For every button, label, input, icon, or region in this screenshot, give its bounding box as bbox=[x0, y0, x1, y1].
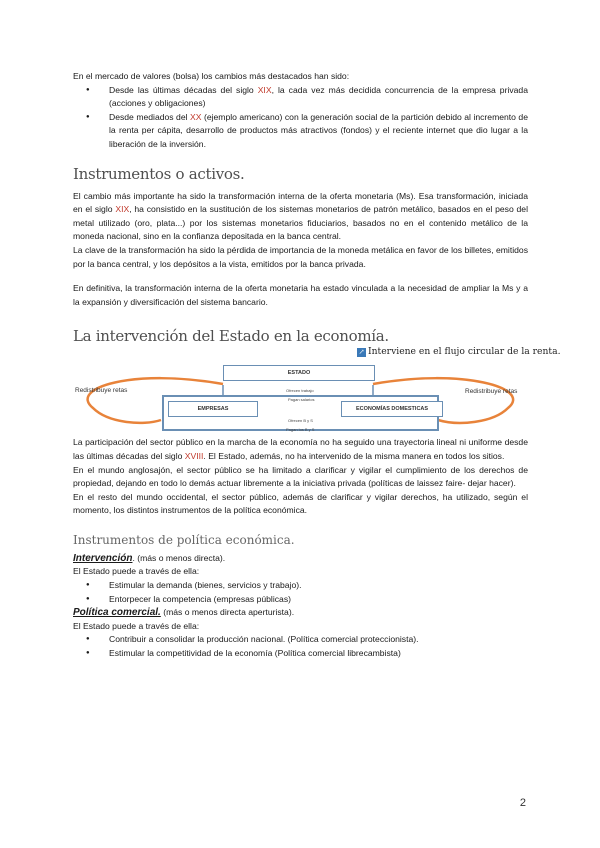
economias-box: ECONOMÍAS DOMESTICAS bbox=[341, 401, 443, 417]
section-title-politica: Instrumentos de política económica. bbox=[73, 532, 295, 547]
empresas-box: EMPRESAS bbox=[168, 401, 258, 417]
right-label: Redistribuye retas bbox=[465, 388, 518, 396]
ofrecen-bys-label: Ofrecen B y S bbox=[288, 418, 313, 424]
politica-comercial-list bbox=[73, 633, 528, 660]
document-page bbox=[73, 70, 561, 661]
paragraph: En el resto del mundo occidental, el sector público, además de clarificar y vigilar derechos, ha utilizado, según el momento, los distintos instrumentos de la política económica. bbox=[73, 491, 528, 516]
keyword-line: Política comercial. (más o menos directa aperturista). bbox=[73, 607, 295, 619]
keyword-line: Intervención. (más o menos directa). bbox=[73, 552, 226, 564]
list-item: ● Desde mediados del XX (ejemplo americano) con la generación social de la partición debido al incremento de la renta per cápita, desarrollo de productos más atractivos (fondos) y el reciente internet que dio lugar a la liberación de la inversión. bbox=[73, 111, 528, 152]
keyword-lead: El Estado puede a través de ella: bbox=[73, 620, 200, 631]
paragraph: En el mundo anglosajón, el sector público se ha limitado a clarificar y vigilar el cumplimiento de los derechos de propiedad, dejando en todo lo demás actuar libremente a la iniciativa privada (políticas de laissez faire- dejar hacer). bbox=[73, 464, 528, 489]
arrow-link-icon: ↗ bbox=[358, 348, 365, 357]
list-item: ● Contribuir a consolidar la producción nacional. (Política comercial proteccionista). bbox=[73, 633, 528, 647]
diagram-note: ↗ Interviene en el flujo circular de la renta. bbox=[358, 346, 561, 358]
list-item: ● Estimular la demanda (bienes, servicios y trabajo). bbox=[73, 579, 528, 593]
pagan-bys-label: Pagan los B y S bbox=[286, 427, 315, 433]
paragraph: El cambio más importante ha sido la transformación interna de la oferta monetaria (Ms). Esa transformación, iniciada en el siglo XIX, ha consistido en la sustitución de los sistemas monetarios de patrón metálico, basados en el peso del metal utilizado (oro, plata...) por los sistemas monetarios fiduciarios, basados no en el contenido metálico de la moneda nacional, sino en la confianza depositada en la banca central. bbox=[73, 190, 528, 242]
left-label: Redistribuye retas bbox=[75, 387, 128, 395]
paragraph: La participación del sector público en la marcha de la economía no ha seguido una trayectoria lineal ni uniforme desde las últimas décadas del siglo XVIII. El Estado, además, no ha intervenido de la misma manera en todos los sitios. bbox=[73, 437, 528, 461]
section-title-intervencion: La intervención del Estado en la economía. bbox=[73, 327, 389, 346]
circular-flow-diagram bbox=[73, 346, 561, 433]
list-item: ● Entorpecer la competencia (empresas públicas) bbox=[73, 593, 528, 607]
list-item: ● Estimular la competitividad de la economía (Política comercial librecambista) bbox=[73, 647, 528, 661]
list-item: ● Desde las últimas décadas del siglo XIX, la cada vez más decidida concurrencia de la empresa privada (acciones y obligaciones) bbox=[73, 84, 528, 111]
keyword-lead: El Estado puede a través de ella: bbox=[73, 566, 200, 577]
estado-box: ESTADO bbox=[223, 365, 375, 381]
intro-bullets bbox=[73, 84, 528, 152]
intro-lead: En el mercado de valores (bolsa) los cambios más destacados han sido: bbox=[73, 71, 350, 81]
pagan-salarios-label: Pagan salarios bbox=[288, 397, 315, 403]
paragraph: La clave de la transformación ha sido la pérdida de importancia de la moneda metálica en favor de los billetes, emitidos por la banca central, y los depósitos a la vista, emitidos por la banca privada. bbox=[73, 244, 528, 269]
ofrecen-trabajo-label: Ofrecen trabajo bbox=[286, 388, 314, 394]
intervencion-list bbox=[73, 579, 528, 606]
section-title-instrumentos: Instrumentos o activos. bbox=[73, 164, 245, 183]
page-number: 2 bbox=[519, 797, 526, 809]
paragraph: En definitiva, la transformación interna de la oferta monetaria ha estado vinculada a la necesidad de ampliar la Ms y a la expansión y diversificación del sistema bancario. bbox=[73, 283, 528, 307]
